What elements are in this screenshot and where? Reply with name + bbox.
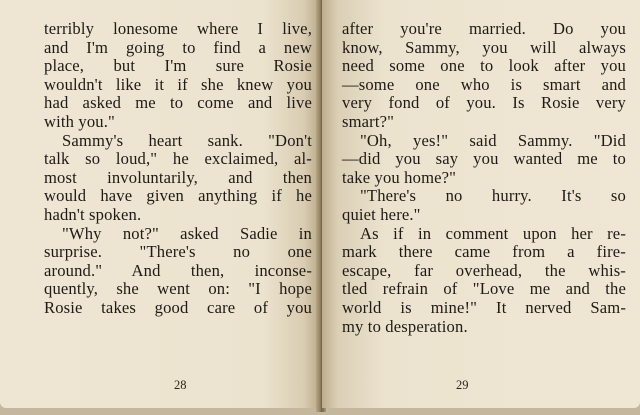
text-line: had asked me to come and live (44, 93, 312, 113)
text-line: need some one to look after you (342, 56, 626, 76)
text-line: terribly lonesome where I live, (44, 19, 312, 38)
text-line: most involuntarily, and then (44, 167, 312, 187)
text-line: talk so loud," he exclaimed, al- (44, 149, 312, 169)
text-line: quiet here." (342, 204, 421, 224)
right-page-number: 29 (456, 378, 469, 392)
text-line: smart?" (342, 111, 395, 131)
text-line: Sammy's heart sank. "Don't (62, 130, 312, 150)
text-line: wouldn't like it if she knew you (44, 74, 312, 94)
text-line: —did you say you wanted me to (342, 149, 626, 169)
text-line: escape, far overhead, the whis- (342, 260, 626, 280)
text-line: "There's no hurry. It's so (360, 186, 626, 206)
text-line: "Why not?" asked Sadie in (62, 223, 312, 243)
text-line: place, but I'm sure Rosie (44, 56, 312, 76)
text-line: quently, she went on: "I hope (44, 279, 312, 299)
text-line: —some one who is smart and (342, 74, 626, 94)
text-line: take you home?" (342, 167, 457, 187)
text-line: around." And then, inconse- (44, 260, 312, 280)
text-line: very fond of you. Is Rosie very (342, 93, 626, 113)
text-line: my to desperation. (342, 316, 468, 336)
text-line: tled refrain of "Love me and the (342, 279, 626, 299)
right-page-body (342, 20, 626, 336)
right-page (322, 0, 640, 408)
text-line: hadn't spoken. (44, 204, 142, 224)
left-page-number: 28 (174, 378, 187, 392)
text-line: and I'm going to find a new (44, 37, 312, 57)
text-line: world is mine!" It nerved Sam- (342, 297, 626, 317)
text-line: with you." (44, 111, 115, 131)
text-line: mark there came from a fire- (342, 242, 626, 262)
text-line: "Oh, yes!" said Sammy. "Did (360, 130, 626, 150)
text-line: would have given anything if he (44, 186, 312, 206)
text-line: know, Sammy, you will always (342, 37, 626, 57)
text-line: surprise. "There's no one (44, 242, 312, 262)
text-line: As if in comment upon her re- (360, 223, 626, 243)
text-line: Rosie takes good care of you (44, 297, 312, 317)
text-line: after you're married. Do you (342, 19, 626, 38)
left-page (0, 0, 320, 408)
left-page-body (44, 20, 312, 318)
